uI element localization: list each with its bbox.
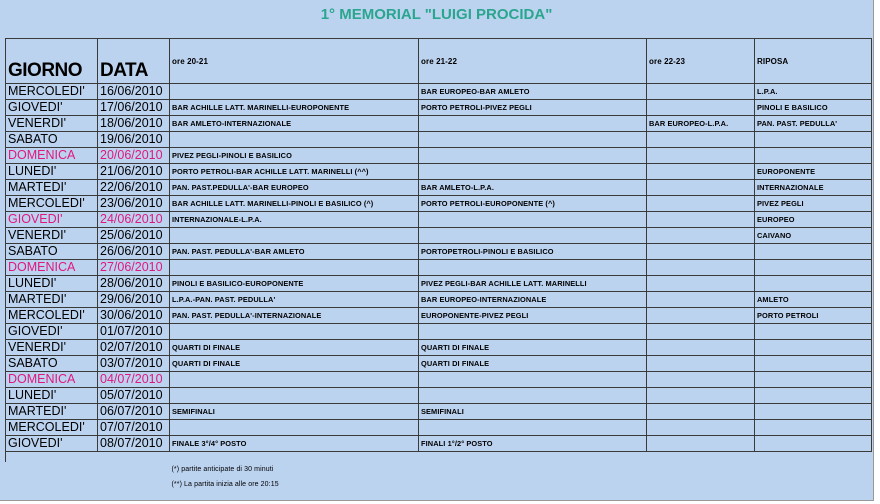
cell-riposa[interactable] xyxy=(755,132,872,148)
cell-ore-20-21[interactable]: QUARTI DI FINALE xyxy=(170,340,419,356)
cell-ore-21-22[interactable] xyxy=(419,132,647,148)
cell-giorno[interactable]: VENERDI' xyxy=(6,228,98,244)
cell-ore-22-23[interactable] xyxy=(647,276,755,292)
cell-ore-21-22[interactable] xyxy=(419,372,647,388)
cell-ore-22-23[interactable] xyxy=(647,356,755,372)
cell-ore-21-22[interactable] xyxy=(419,228,647,244)
cell-giorno[interactable]: MARTEDI' xyxy=(6,292,98,308)
table-row xyxy=(6,164,872,180)
cell-ore-20-21[interactable] xyxy=(170,372,419,388)
cell-riposa[interactable]: PORTO PETROLI xyxy=(755,308,872,324)
cell-ore-21-22[interactable] xyxy=(419,212,647,228)
cell-data[interactable]: 28/06/2010 xyxy=(98,276,170,292)
cell-giorno[interactable]: SABATO xyxy=(6,132,98,148)
cell-ore-20-21[interactable]: PORTO PETROLI-BAR ACHILLE LATT. MARINELLI (^^) xyxy=(170,164,419,180)
table-row xyxy=(6,196,872,212)
table-row xyxy=(6,100,872,116)
table-row xyxy=(6,148,872,164)
cell-giorno[interactable]: MARTEDI' xyxy=(6,404,98,420)
cell-ore-21-22[interactable]: QUARTI DI FINALE xyxy=(419,340,647,356)
cell-ore-22-23[interactable] xyxy=(647,196,755,212)
cell-giorno[interactable]: LUNEDI' xyxy=(6,388,98,404)
cell-ore-22-23[interactable] xyxy=(647,340,755,356)
cell-ore-22-23[interactable] xyxy=(647,436,755,452)
cell-data[interactable]: 20/06/2010 xyxy=(98,148,170,164)
cell-data[interactable]: 24/06/2010 xyxy=(98,212,170,228)
table-row xyxy=(6,244,872,260)
table-row xyxy=(6,132,872,148)
cell-giorno[interactable]: MERCOLEDI' xyxy=(6,420,98,436)
table-row xyxy=(6,276,872,292)
cell-ore-20-21[interactable] xyxy=(170,260,419,276)
cell-riposa[interactable]: INTERNAZIONALE xyxy=(755,180,872,196)
cell-data[interactable]: 29/06/2010 xyxy=(98,292,170,308)
cell-giorno[interactable]: DOMENICA xyxy=(6,148,98,164)
cell-giorno[interactable]: MERCOLEDI' xyxy=(6,196,98,212)
cell-riposa[interactable]: EUROPONENTE xyxy=(755,164,872,180)
cell-ore-21-22[interactable]: PORTO PETROLI-PIVEZ PEGLI xyxy=(419,100,647,116)
cell-ore-20-21[interactable]: L.P.A.-PAN. PAST. PEDULLA' xyxy=(170,292,419,308)
cell-giorno[interactable]: MERCOLEDI' xyxy=(6,84,98,100)
footnote: (*) partite anticipate di 30 minuti xyxy=(171,466,274,473)
cell-giorno[interactable]: SABATO xyxy=(6,244,98,260)
note-row xyxy=(6,477,872,492)
table-row xyxy=(6,388,872,404)
cell-riposa[interactable] xyxy=(755,276,872,292)
table-row xyxy=(6,228,872,244)
cell-ore-22-23[interactable] xyxy=(647,148,755,164)
cell-ore-20-21[interactable] xyxy=(170,84,419,100)
cell-ore-20-21[interactable] xyxy=(170,228,419,244)
header-ore-20-21: ore 20-21 xyxy=(170,39,419,84)
cell-data[interactable]: 18/06/2010 xyxy=(98,116,170,132)
table-row xyxy=(6,292,872,308)
cell-ore-22-23[interactable] xyxy=(647,132,755,148)
cell-ore-21-22[interactable]: FINALI 1°/2° POSTO xyxy=(419,436,647,452)
cell-ore-20-21[interactable]: PAN. PAST. PEDULLA'-BAR AMLETO xyxy=(170,244,419,260)
cell-giorno[interactable]: SABATO xyxy=(6,356,98,372)
spacer-row xyxy=(6,452,872,463)
cell-ore-20-21[interactable] xyxy=(170,388,419,404)
cell-giorno[interactable]: DOMENICA xyxy=(6,260,98,276)
cell-data[interactable]: 01/07/2010 xyxy=(98,324,170,340)
cell-riposa[interactable]: EUROPEO xyxy=(755,212,872,228)
cell-ore-20-21[interactable] xyxy=(170,420,419,436)
cell-data[interactable]: 22/06/2010 xyxy=(98,180,170,196)
cell-data[interactable]: 25/06/2010 xyxy=(98,228,170,244)
cell-ore-20-21[interactable]: QUARTI DI FINALE xyxy=(170,356,419,372)
cell-ore-22-23[interactable] xyxy=(647,84,755,100)
cell-data[interactable]: 16/06/2010 xyxy=(98,84,170,100)
cell-ore-22-23[interactable] xyxy=(647,292,755,308)
cell-ore-20-21[interactable]: INTERNAZIONALE-L.P.A. xyxy=(170,212,419,228)
cell-ore-20-21[interactable]: FINALE 3°/4° POSTO xyxy=(170,436,419,452)
cell-ore-20-21[interactable]: BAR AMLETO-INTERNAZIONALE xyxy=(170,116,419,132)
cell-giorno[interactable]: GIOVEDI' xyxy=(6,100,98,116)
page-title: 1° MEMORIAL "LUIGI PROCIDA" xyxy=(320,6,553,23)
table-row xyxy=(6,324,872,340)
cell-ore-22-23[interactable] xyxy=(647,404,755,420)
cell-data[interactable]: 02/07/2010 xyxy=(98,340,170,356)
cell-ore-21-22[interactable]: PIVEZ PEGLI-BAR ACHILLE LATT. MARINELLI xyxy=(419,276,647,292)
cell-giorno[interactable]: MERCOLEDI' xyxy=(6,308,98,324)
cell-data[interactable]: 27/06/2010 xyxy=(98,260,170,276)
cell-data[interactable]: 26/06/2010 xyxy=(98,244,170,260)
cell-ore-22-23[interactable] xyxy=(647,388,755,404)
cell-giorno[interactable]: DOMENICA xyxy=(6,372,98,388)
table-row xyxy=(6,436,872,452)
cell-ore-22-23[interactable] xyxy=(647,164,755,180)
table-row xyxy=(6,340,872,356)
cell-ore-21-22[interactable] xyxy=(419,420,647,436)
cell-giorno[interactable]: VENERDI' xyxy=(6,116,98,132)
cell-ore-21-22[interactable] xyxy=(419,260,647,276)
cell-riposa[interactable] xyxy=(755,404,872,420)
cell-ore-21-22[interactable]: PORTOPETROLI-PINOLI E BASILICO xyxy=(419,244,647,260)
header-ore-22-23: ore 22-23 xyxy=(647,39,755,84)
table-row xyxy=(6,260,872,276)
cell-ore-22-23[interactable]: BAR EUROPEO-L.P.A. xyxy=(647,116,755,132)
cell-riposa[interactable] xyxy=(755,436,872,452)
table-row xyxy=(6,308,872,324)
cell-data[interactable]: 23/06/2010 xyxy=(98,196,170,212)
cell-riposa[interactable]: PINOLI E BASILICO xyxy=(755,100,872,116)
table-row xyxy=(6,404,872,420)
cell-riposa[interactable] xyxy=(755,388,872,404)
cell-ore-21-22[interactable] xyxy=(419,164,647,180)
cell-riposa[interactable]: CAIVANO xyxy=(755,228,872,244)
cell-ore-22-23[interactable] xyxy=(647,212,755,228)
cell-ore-20-21[interactable]: PAN. PAST.PEDULLA'-BAR EUROPEO xyxy=(170,180,419,196)
cell-giorno[interactable]: LUNEDI' xyxy=(6,276,98,292)
cell-data[interactable]: 06/07/2010 xyxy=(98,404,170,420)
cell-giorno[interactable]: MARTEDI' xyxy=(6,180,98,196)
cell-data[interactable]: 21/06/2010 xyxy=(98,164,170,180)
cell-data[interactable]: 30/06/2010 xyxy=(98,308,170,324)
cell-ore-22-23[interactable] xyxy=(647,372,755,388)
cell-data[interactable]: 07/07/2010 xyxy=(98,420,170,436)
cell-ore-22-23[interactable] xyxy=(647,228,755,244)
cell-ore-21-22[interactable]: EUROPONENTE-PIVEZ PEGLI xyxy=(419,308,647,324)
cell-ore-22-23[interactable] xyxy=(647,308,755,324)
cell-ore-21-22[interactable] xyxy=(419,116,647,132)
schedule-table xyxy=(5,38,872,492)
cell-giorno[interactable]: VENERDI' xyxy=(6,340,98,356)
cell-ore-21-22[interactable]: PORTO PETROLI-EUROPONENTE (^) xyxy=(419,196,647,212)
cell-riposa[interactable]: PAN. PAST. PEDULLA' xyxy=(755,116,872,132)
cell-ore-20-21[interactable]: SEMIFINALI xyxy=(170,404,419,420)
cell-ore-22-23[interactable] xyxy=(647,100,755,116)
header-ore-21-22: ore 21-22 xyxy=(419,39,647,84)
cell-ore-22-23[interactable] xyxy=(647,420,755,436)
cell-data[interactable]: 17/06/2010 xyxy=(98,100,170,116)
cell-ore-21-22[interactable] xyxy=(419,324,647,340)
cell-riposa[interactable] xyxy=(755,356,872,372)
cell-ore-21-22[interactable]: SEMIFINALI xyxy=(419,404,647,420)
cell-ore-22-23[interactable] xyxy=(647,180,755,196)
cell-ore-22-23[interactable] xyxy=(647,244,755,260)
cell-data[interactable]: 04/07/2010 xyxy=(98,372,170,388)
footnote: (**) La partita inizia alle ore 20:15 xyxy=(171,481,279,488)
cell-riposa[interactable]: PIVEZ PEGLI xyxy=(755,196,872,212)
cell-ore-21-22[interactable] xyxy=(419,388,647,404)
header-riposa: RIPOSA xyxy=(755,39,872,84)
header-giorno: GIORNO xyxy=(6,39,98,84)
cell-data[interactable]: 08/07/2010 xyxy=(98,436,170,452)
cell-ore-20-21[interactable]: PIVEZ PEGLI-PINOLI E BASILICO xyxy=(170,148,419,164)
cell-riposa[interactable] xyxy=(755,372,872,388)
cell-riposa[interactable]: L.P.A. xyxy=(755,84,872,100)
cell-ore-21-22[interactable]: BAR AMLETO-L.P.A. xyxy=(419,180,647,196)
cell-giorno[interactable]: GIOVEDI' xyxy=(6,436,98,452)
table-row xyxy=(6,356,872,372)
cell-data[interactable]: 03/07/2010 xyxy=(98,356,170,372)
cell-ore-21-22[interactable] xyxy=(419,148,647,164)
cell-ore-20-21[interactable]: PAN. PAST. PEDULLA'-INTERNAZIONALE xyxy=(170,308,419,324)
cell-riposa[interactable] xyxy=(755,324,872,340)
table-row xyxy=(6,84,872,100)
cell-ore-21-22[interactable]: BAR EUROPEO-BAR AMLETO xyxy=(419,84,647,100)
cell-riposa[interactable] xyxy=(755,340,872,356)
cell-giorno[interactable]: GIOVEDI' xyxy=(6,212,98,228)
cell-riposa[interactable] xyxy=(755,420,872,436)
cell-riposa[interactable] xyxy=(755,260,872,276)
cell-data[interactable]: 19/06/2010 xyxy=(98,132,170,148)
header-row xyxy=(6,39,872,84)
cell-ore-20-21[interactable]: PINOLI E BASILICO-EUROPONENTE xyxy=(170,276,419,292)
cell-ore-22-23[interactable] xyxy=(647,324,755,340)
cell-data[interactable]: 05/07/2010 xyxy=(98,388,170,404)
cell-riposa[interactable] xyxy=(755,244,872,260)
table-row xyxy=(6,116,872,132)
cell-giorno[interactable]: LUNEDI' xyxy=(6,164,98,180)
table-row xyxy=(6,180,872,196)
cell-ore-21-22[interactable]: QUARTI DI FINALE xyxy=(419,356,647,372)
cell-ore-20-21[interactable] xyxy=(170,324,419,340)
cell-ore-20-21[interactable] xyxy=(170,132,419,148)
cell-ore-22-23[interactable] xyxy=(647,260,755,276)
cell-ore-20-21[interactable]: BAR ACHILLE LATT. MARINELLI-PINOLI E BASILICO (^) xyxy=(170,196,419,212)
cell-riposa[interactable] xyxy=(755,148,872,164)
cell-giorno[interactable]: GIOVEDI' xyxy=(6,324,98,340)
table-row xyxy=(6,372,872,388)
header-data: DATA xyxy=(98,39,170,84)
cell-riposa[interactable]: AMLETO xyxy=(755,292,872,308)
note-row xyxy=(6,462,872,477)
table-row xyxy=(6,420,872,436)
cell-ore-20-21[interactable]: BAR ACHILLE LATT. MARINELLI-EUROPONENTE xyxy=(170,100,419,116)
table-row xyxy=(6,212,872,228)
cell-ore-21-22[interactable]: BAR EUROPEO-INTERNAZIONALE xyxy=(419,292,647,308)
